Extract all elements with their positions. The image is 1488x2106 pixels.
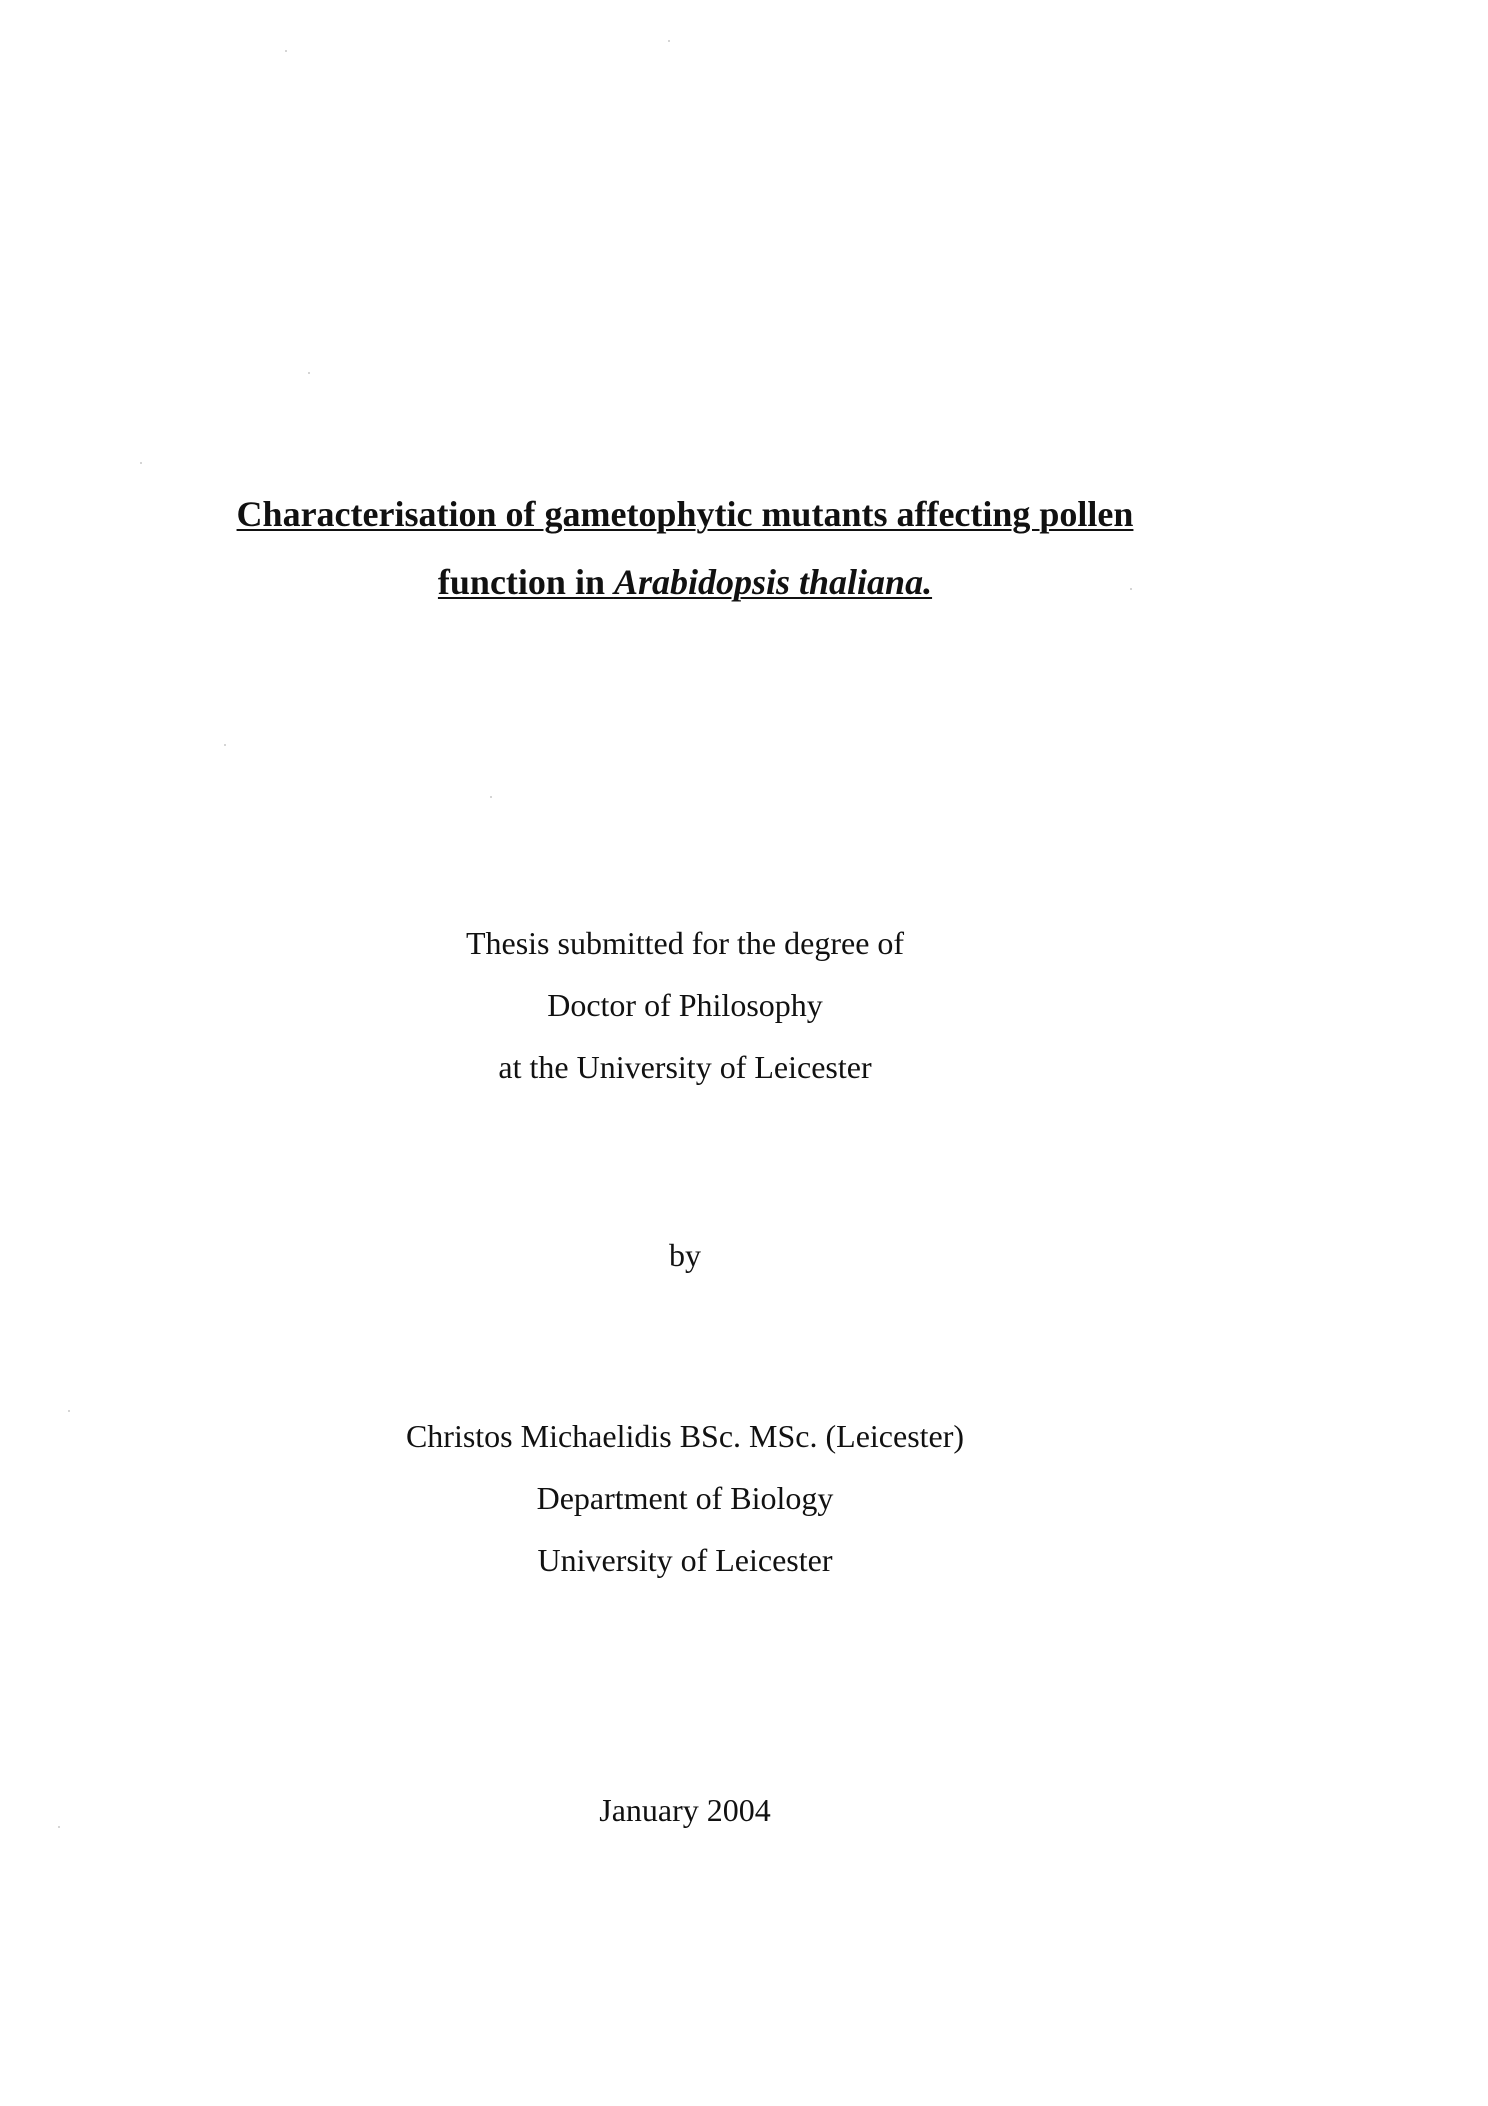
scan-speck: [490, 796, 492, 798]
submission-line-1: Thesis submitted for the degree of: [465, 925, 905, 961]
scan-speck: [224, 744, 226, 746]
scan-speck: [1130, 588, 1132, 590]
submission-date: January 2004: [599, 1792, 771, 1828]
scan-speck: [668, 40, 670, 42]
author-block: [0, 1405, 1370, 1591]
author-department: Department of Biology: [536, 1480, 834, 1516]
author-name: Christos Michaelidis BSc. MSc. (Leicester): [405, 1418, 965, 1454]
title-line-1: Characterisation of gametophytic mutants affecting pollen: [236, 494, 1134, 534]
scan-speck: [140, 462, 142, 464]
title-line-2-prefix: function in: [437, 562, 614, 602]
by-label: by: [669, 1237, 701, 1273]
thesis-title: [0, 480, 1370, 616]
submission-statement: [0, 912, 1370, 1098]
submission-institution: at the University of Leicester: [498, 1049, 872, 1085]
scan-speck: [285, 50, 287, 52]
degree-name: Doctor of Philosophy: [547, 987, 823, 1023]
scan-speck: [68, 1410, 70, 1412]
scan-speck: [308, 372, 310, 374]
title-line-2: [0, 548, 1370, 616]
title-species-name: Arabidopsis thaliana.: [613, 562, 933, 602]
author-university: University of Leicester: [537, 1542, 833, 1578]
scan-speck: [58, 1826, 60, 1828]
